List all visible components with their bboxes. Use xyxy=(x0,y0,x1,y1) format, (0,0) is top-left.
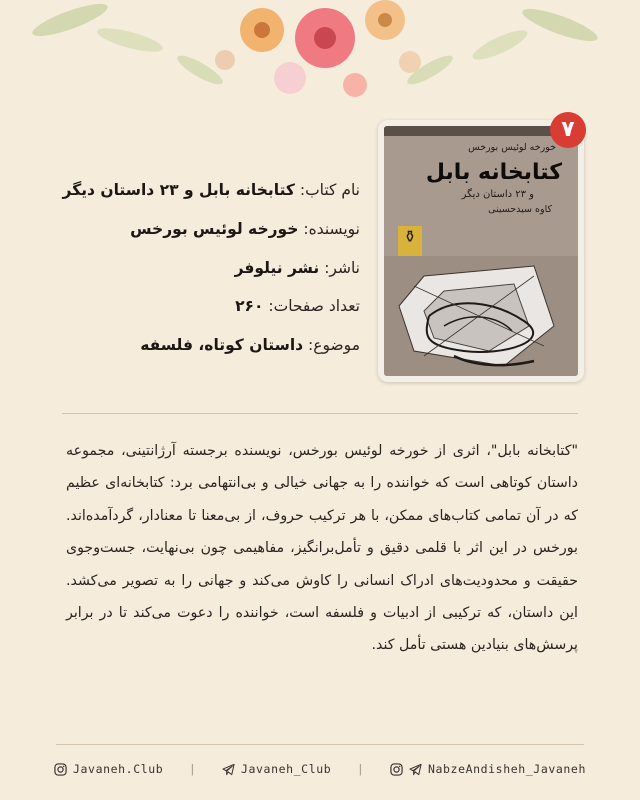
footer-divider xyxy=(56,744,584,745)
cover-subtitle: و ۲۳ داستان دیگر xyxy=(461,189,534,200)
cover-artwork xyxy=(384,256,578,376)
book-number-badge: ۷ xyxy=(550,112,586,148)
telegram-icon xyxy=(409,763,422,776)
cover-top-band xyxy=(384,126,578,136)
cover-title: کتابخانه بابل xyxy=(425,160,562,185)
footer-instagram-link[interactable] xyxy=(54,762,163,776)
info-value: ۲۶۰ xyxy=(235,297,264,316)
info-label: تعداد صفحات: xyxy=(268,297,360,316)
book-cover-card xyxy=(378,120,584,382)
info-label: نویسنده: xyxy=(303,219,360,238)
info-label: ناشر: xyxy=(324,258,360,277)
footer-separator: | xyxy=(188,762,197,776)
instagram-icon xyxy=(390,763,403,776)
info-row-title xyxy=(40,172,360,211)
telegram-icon xyxy=(222,763,235,776)
info-row-subject xyxy=(40,327,360,366)
info-row-pages xyxy=(40,288,360,327)
book-description: "کتابخانه بابل"، اثری از خورخه لوئیس بورخس، نویسنده برجسته آرژانتینی، مجموعه داستان کوتاهی است که خواننده را به جهانی خیالی و بی‌انتهامی برد: کتابخانه‌ای عظیم که در آن تمامی کتاب‌های ممکن، با هر ترکیب حروف، از بی‌معنا تا معنادار، گردآمده‌اند. بورخس در این اثر با قلمی دقیق و تأمل‌برانگیز، مفاهیمی چون بی‌نهایت، جست‌وجوی حقیقت و محدودیت‌های ادراک انسانی را کاوش می‌کند و جهانی را به تصویر می‌کشد. این داستان، که ترکیبی از ادبیات و فلسفه است، خواننده را دعوت می‌کند تا در برابر پرسش‌های بنیادین هستی تأمل کند. xyxy=(66,443,578,654)
instagram-handle: Javaneh.Club xyxy=(73,762,164,776)
book-info xyxy=(40,172,360,366)
telegram-handle: Javaneh_Club xyxy=(240,762,332,776)
footer-social-links xyxy=(54,757,586,781)
floral-decoration xyxy=(0,0,640,130)
cover-author: خورخه لوئیس بورخس xyxy=(468,142,556,153)
info-value: خورخه لوئیس بورخس xyxy=(130,219,299,238)
publisher-logo-icon: ⚱ xyxy=(398,226,422,256)
info-label: نام کتاب: xyxy=(299,181,360,199)
info-row-publisher xyxy=(40,250,360,289)
footer-separator: | xyxy=(356,762,365,776)
info-value: نشر نیلوفر xyxy=(234,258,320,277)
footer-instagram2-link[interactable] xyxy=(390,762,586,776)
info-value: کتابخانه بابل و ۲۳ داستان دیگر xyxy=(62,181,295,199)
book-cover xyxy=(384,126,578,376)
instagram-handle-secondary: NabzeAndisheh_Javaneh xyxy=(427,762,586,776)
instagram-icon xyxy=(54,763,67,776)
info-value: داستان کوتاه، فلسفه xyxy=(140,336,304,355)
section-divider xyxy=(62,413,578,414)
cover-translator: کاوه سیدحسینی xyxy=(488,204,552,215)
footer-telegram-link[interactable] xyxy=(222,762,331,776)
info-label: موضوع: xyxy=(308,336,360,355)
info-row-author xyxy=(40,211,360,250)
